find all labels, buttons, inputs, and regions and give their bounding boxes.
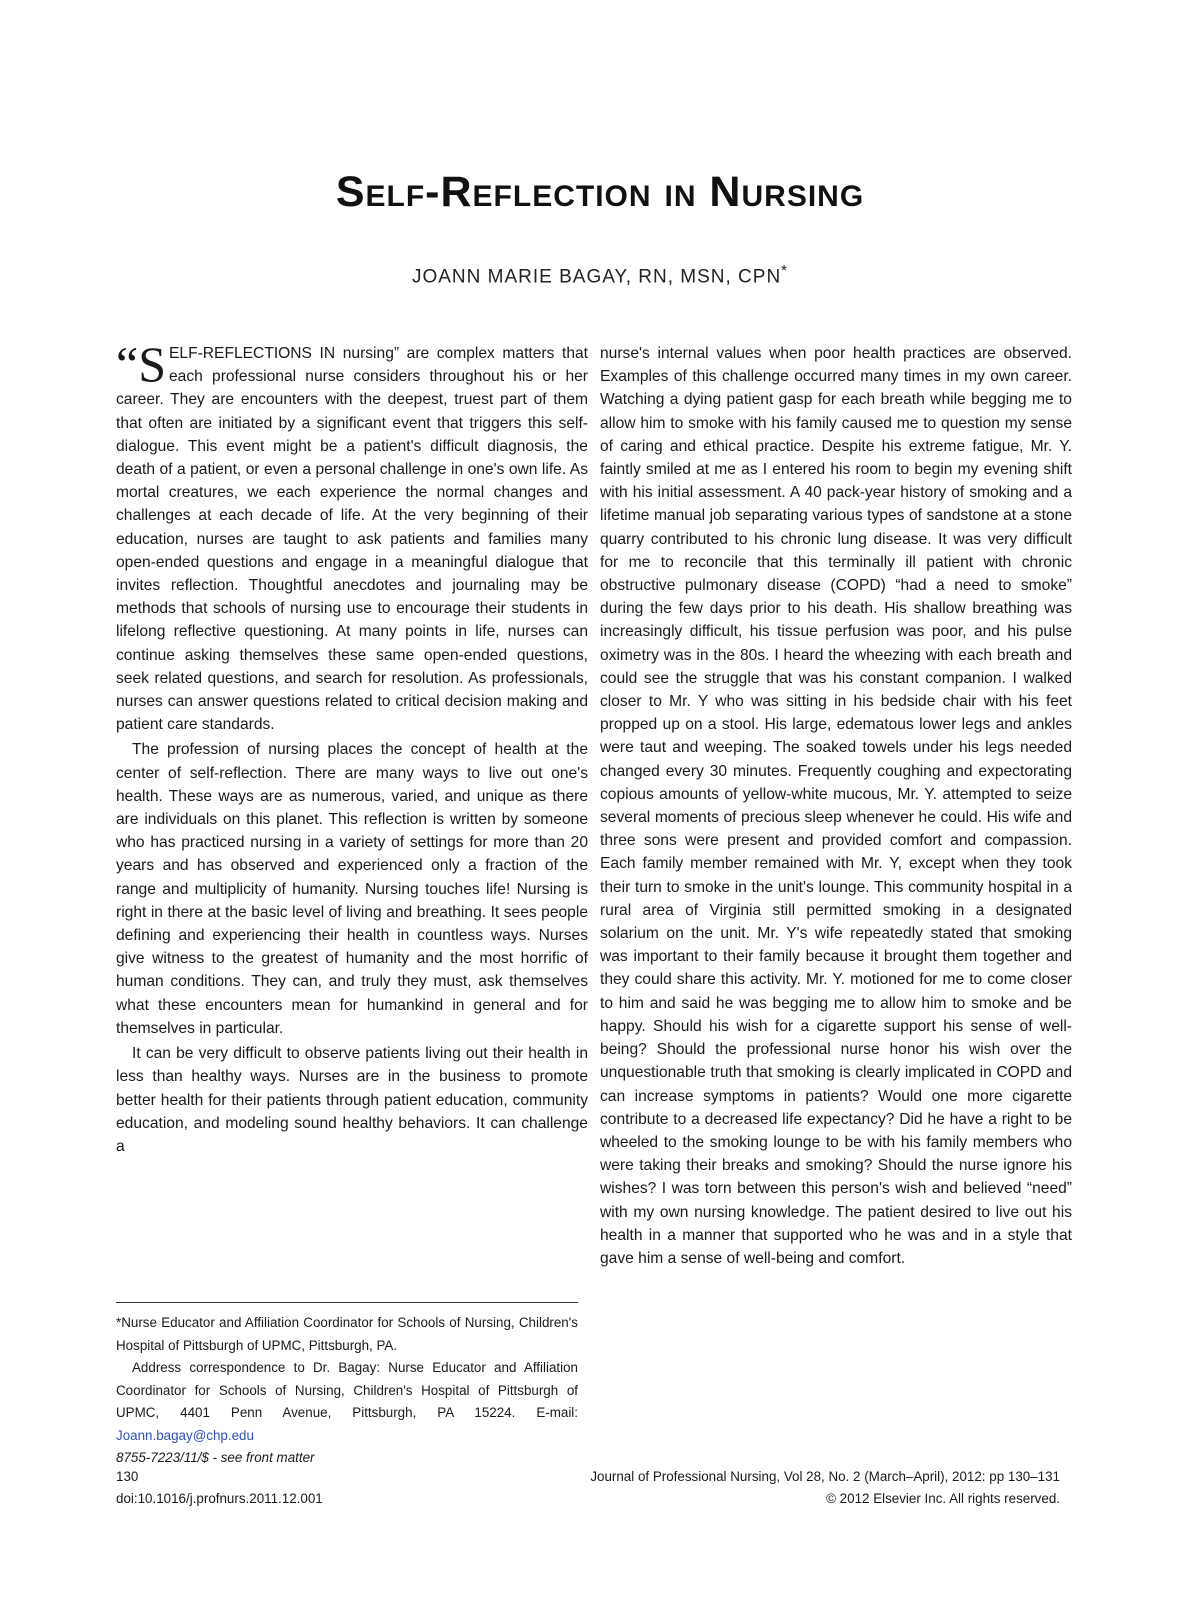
footnote-address <box>116 1357 578 1447</box>
paragraph-3: It can be very difficult to observe patients living out their health in less than healthy ways. Nurses are in the business to promote better health for their patients through patient education, community education, and modeling sound healthy behaviors. It can challenge a <box>116 1045 588 1155</box>
page-number: 130 <box>116 1469 139 1484</box>
footnote-issn: 8755-7223/11/$ - see front matter <box>116 1450 315 1465</box>
right-column <box>600 342 1072 1270</box>
left-column <box>116 336 588 1158</box>
paragraph-2: The profession of nursing places the concept of health at the center of self-reflection. There are many ways to live out one's health. These ways are as numerous, varied, and unique as there are individuals on this planet. This reflection is written by someone who has practiced nursing in a variety of settings for more than 20 years and has observed and experienced only a fraction of the range and multiplicity of humanity. Nursing touches life! Nursing is right in there at the basic level of living and breathing. It sees people defining and experiencing their health in countless ways. Nurses give witness to the greatest of humanity and the most horrific of human conditions. They can, and truly they must, ask themselves what these encounters mean for humankind in general and for themselves in particular. <box>116 741 588 1037</box>
paragraph-1-text: ELF-REFLECTIONS IN nursing” are complex matters that each professional nurse considers throughout his or her career. They are encounters with the deepest, truest part of them that often are initiated by a significant event that triggers this self-dialogue. This event might be a patient's difficult diagnosis, the death of a patient, or even a personal challenge in one's own life. As mortal creatures, we each experience the normal changes and challenges at each decade of life. At the very beginning of their education, nurses are taught to ask patients and families many open-ended questions and engage in a meaningful dialogue that invites reflection. Thoughtful anecdotes and journaling may be methods that schools of nursing use to encourage their students in lifelong reflective questioning. At many points in life, nurses can continue asking themselves these same open-ended questions, seek related questions, and search for resolution. As professionals, nurses can answer questions related to critical decision making and patient care standards. <box>116 345 588 734</box>
footnotes <box>116 1312 578 1470</box>
email-link[interactable]: Joann.bagay@chp.edu <box>116 1427 254 1443</box>
footnote-address-text: Address correspondence to Dr. Bagay: Nurse Educator and Affiliation Coordinator for Schools of Nursing, Children's Hospital of Pittsburgh of UPMC, 4401 Penn Avenue, Pittsburgh, PA 15224. E-mail: <box>116 1360 578 1420</box>
author-line <box>0 262 1200 288</box>
footer-right <box>590 1466 1060 1510</box>
journal-citation: Journal of Professional Nursing, Vol 28, No. 2 (March–April), 2012: pp 130–131 <box>590 1469 1060 1484</box>
paragraph-1 <box>116 336 588 736</box>
copyright: © 2012 Elsevier Inc. All rights reserved. <box>826 1491 1060 1506</box>
footer-left <box>116 1466 323 1510</box>
author-name: JOANN MARIE BAGAY, RN, MSN, CPN <box>411 266 782 288</box>
doi: doi:10.1016/j.profnurs.2011.12.001 <box>116 1491 323 1506</box>
article-title: Self-Reflection in Nursing <box>335 168 865 216</box>
footnote-affiliation: *Nurse Educator and Affiliation Coordinator for Schools of Nursing, Children's Hospital of Pittsburgh of UPMC, Pittsburgh, PA. <box>116 1315 578 1353</box>
footnote-divider <box>116 1302 578 1303</box>
drop-cap: “S <box>116 336 166 392</box>
paragraph-3-continued: nurse's internal values when poor health practices are observed. Examples of this challenge occurred many times in my own career. Watching a dying patient gasp for each breath while begging me to allow him to smoke with his family caused me to question my sense of caring and ethical practice. Despite his extreme fatigue, Mr. Y. faintly smiled at me as I entered his room to begin my evening shift with his initial assessment. A 40 pack-year history of smoking and a lifetime manual job separating various types of sandstone at a stone quarry contributed to his chronic lung disease. It was very difficult for me to reconcile that this terminally ill patient with chronic obstructive pulmonary disease (COPD) “had a need to smoke” during the few days prior to his death. His shallow breathing was increasingly difficult, his tissue perfusion was poor, and his pulse oximetry was in the 80s. I heard the wheezing with each breath and could see the struggle that was his constant companion. I walked closer to Mr. Y who was sitting in his bedside chair with his feet propped up on a stool. His large, edematous lower legs and ankles were taut and weeping. The soaked towels under his legs needed changed every 30 minutes. Frequently coughing and expectorating copious amounts of yellow-white mucous, Mr. Y. attempted to seize several moments of precious sleep whenever he could. His wife and three sons were present and provided comfort and compassion. Each family member remained with Mr. Y, except when they took their turn to smoke in the unit's lounge. This community hospital in a rural area of Virginia still permitted smoking in a designated solarium on the unit. Mr. Y's wife repeatedly stated that smoking was important to their family because it brought them together and they could share this activity. Mr. Y. motioned for me to come closer to him and said he was begging me to allow him to smoke and be happy. Should his wish for a cigarette support his sense of well-being? Should the professional nurse honor his wish over the unquestionable truth that smoking is clearly implicated in COPD and can increase symptoms in patients? Would one more cigarette contribute to a decreased life expectancy? Did he have a right to be wheeled to the smoking lounge to be with his family members who were taking their breaks and smoking? Should the nurse ignore his wishes? I was torn between this person's wish and believed “need” with my own nursing knowledge. The patient desired to live out his health in a manner that supported who he was and in a style that gave him a sense of well-being and comfort. <box>600 345 1072 1267</box>
author-footnote-mark: * <box>781 262 789 279</box>
